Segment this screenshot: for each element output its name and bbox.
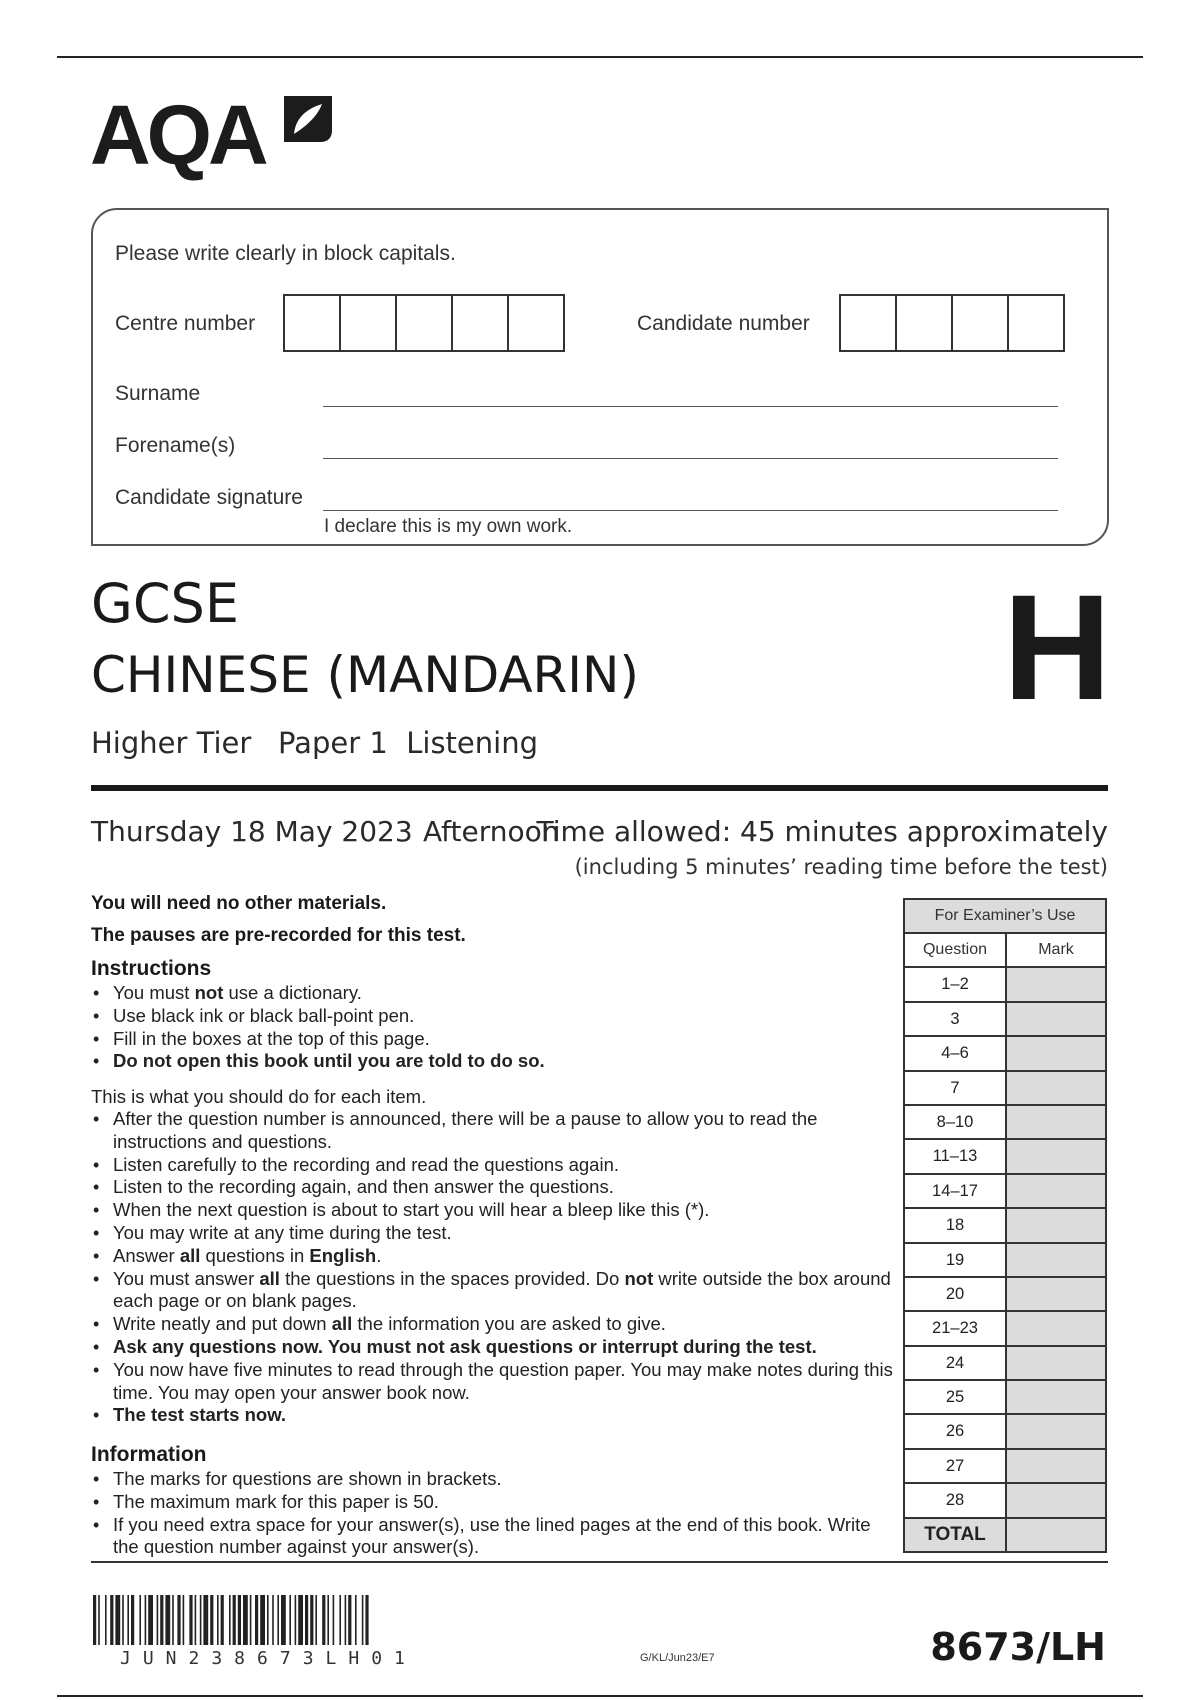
candidate-digit-box[interactable] — [841, 296, 897, 350]
pauses-line: The pauses are pre-recorded for this test. — [91, 925, 466, 946]
instruction-item: • The test starts now. — [91, 1404, 901, 1427]
centre-digit-box[interactable] — [453, 296, 509, 350]
bottom-rule — [57, 1695, 1143, 1697]
centre-digit-box[interactable] — [509, 296, 563, 350]
table-row — [903, 1381, 1107, 1415]
tier-label: Higher Tier — [91, 726, 252, 760]
mark-cell[interactable] — [1007, 1415, 1105, 1447]
logo-text: AQA — [90, 88, 265, 182]
candidate-digit-box[interactable] — [953, 296, 1009, 350]
barcode-bar — [195, 1595, 197, 1645]
examiner-table-heading: For Examiner’s Use — [903, 898, 1107, 934]
question-cell: 3 — [905, 1003, 1007, 1035]
barcode-bar — [165, 1595, 170, 1645]
barcode-bar — [177, 1595, 180, 1645]
candidate-details-box — [91, 208, 1109, 546]
instruction-item: • Do not open this book until you are told to do so. — [91, 1050, 901, 1073]
question-cell: 26 — [905, 1415, 1007, 1447]
instruction-item: • After the question number is announced, there will be a pause to allow you to read the instructions and questions. — [91, 1108, 901, 1154]
paper-code: 8673/LH — [930, 1625, 1106, 1669]
barcode-bar — [345, 1595, 347, 1645]
barcode-bar — [183, 1595, 185, 1645]
instructions-list-1 — [91, 982, 901, 1073]
barcode-bar — [127, 1595, 129, 1645]
barcode-bar — [189, 1595, 192, 1645]
barcode-bar — [93, 1595, 96, 1645]
table-row — [903, 1140, 1107, 1174]
barcode-bar — [233, 1595, 236, 1645]
footer-separator — [91, 1561, 1108, 1563]
barcode-bar — [315, 1595, 317, 1645]
signature-line[interactable] — [323, 510, 1058, 511]
table-row — [903, 1347, 1107, 1381]
barcode-bar — [131, 1595, 134, 1645]
barcode-bar — [365, 1595, 368, 1645]
barcode-bar — [221, 1595, 224, 1645]
question-cell: 18 — [905, 1209, 1007, 1241]
instruction-item: • Fill in the boxes at the top of this page. — [91, 1028, 901, 1051]
candidate-number-label: Candidate number — [637, 312, 810, 335]
item-instructions-intro: This is what you should do for each item. — [91, 1086, 427, 1107]
instruction-item: • Answer all questions in English. — [91, 1245, 901, 1268]
barcode-bar — [339, 1595, 341, 1645]
barcode-bar — [298, 1595, 303, 1645]
question-cell: 21–23 — [905, 1312, 1007, 1344]
barcode-bar — [267, 1595, 269, 1645]
forename-label: Forename(s) — [115, 434, 236, 457]
mark-cell[interactable] — [1007, 1347, 1105, 1379]
barcode-bar — [203, 1595, 208, 1645]
mark-cell[interactable] — [1007, 1278, 1105, 1310]
barcode-bar — [157, 1595, 159, 1645]
paper-label: Paper 1 Listening — [278, 726, 538, 760]
candidate-digit-box[interactable] — [1009, 296, 1063, 350]
aqa-logo — [90, 88, 350, 183]
instruction-item: • Listen carefully to the recording and read the questions again. — [91, 1154, 901, 1177]
table-row — [903, 1003, 1107, 1037]
logo-leaf-icon — [280, 90, 336, 146]
document-reference: G/KL/Jun23/E7 — [640, 1652, 715, 1664]
table-row — [903, 1072, 1107, 1106]
barcode-bar — [98, 1595, 100, 1645]
table-row — [903, 1037, 1107, 1071]
mark-cell[interactable] — [1007, 1381, 1105, 1413]
barcode-bar — [348, 1595, 351, 1645]
instruction-item: • You may write at any time during the test. — [91, 1222, 901, 1245]
barcode-bar — [139, 1595, 141, 1645]
instructions-heading: Instructions — [91, 957, 212, 980]
barcode-bar — [148, 1595, 153, 1645]
question-cell: 1–2 — [905, 968, 1007, 1000]
centre-digit-box[interactable] — [341, 296, 397, 350]
top-rule — [57, 56, 1143, 58]
question-cell: 4–6 — [905, 1037, 1007, 1069]
barcode-bar — [355, 1595, 357, 1645]
instruction-item: • Ask any questions now. You must not ask questions or interrupt during the test. — [91, 1336, 901, 1359]
question-cell: 27 — [905, 1450, 1007, 1482]
barcode-bar — [322, 1595, 325, 1645]
question-cell: 7 — [905, 1072, 1007, 1104]
table-row — [903, 1244, 1107, 1278]
time-allowed: Time allowed: 45 minutes approximately — [536, 815, 1108, 848]
mark-cell[interactable] — [1007, 1037, 1105, 1069]
barcode-bar — [122, 1595, 124, 1645]
barcode-bar — [229, 1595, 231, 1645]
table-row — [903, 1278, 1107, 1312]
table-row — [903, 1415, 1107, 1449]
barcode-bar — [362, 1595, 364, 1645]
table-row — [903, 1209, 1107, 1243]
barcode-bar — [327, 1595, 329, 1645]
barcode-bar — [277, 1595, 279, 1645]
mark-cell[interactable] — [1007, 1106, 1105, 1138]
candidate-number-boxes[interactable] — [839, 294, 1065, 352]
mark-cell[interactable] — [1007, 1484, 1105, 1516]
surname-label: Surname — [115, 382, 201, 405]
barcode-bar — [272, 1595, 274, 1645]
barcode-bar — [281, 1595, 286, 1645]
barcode-bar — [305, 1595, 308, 1645]
question-cell: 24 — [905, 1347, 1007, 1379]
question-column-header: Question — [905, 934, 1007, 966]
tier-letter: H — [1003, 563, 1112, 731]
mark-cell[interactable] — [1007, 1003, 1105, 1035]
instruction-item: • You must not use a dictionary. — [91, 982, 901, 1005]
table-row — [903, 1106, 1107, 1140]
qualification-title: GCSE — [91, 572, 239, 635]
subject-title: CHINESE (MANDARIN) — [91, 646, 639, 704]
exam-date: Thursday 18 May 2023 — [91, 815, 413, 848]
examiner-table-header-row — [903, 934, 1107, 968]
materials-line: You will need no other materials. — [91, 893, 387, 914]
table-row — [903, 1312, 1107, 1346]
question-cell: 25 — [905, 1381, 1007, 1413]
declaration-text: I declare this is my own work. — [324, 516, 573, 537]
instruction-item: • You now have five minutes to read through the question paper. You may make notes during this time. You may open your answer book now. — [91, 1359, 901, 1405]
information-list — [91, 1468, 901, 1559]
question-cell: 8–10 — [905, 1106, 1007, 1138]
mark-cell[interactable] — [1007, 968, 1105, 1000]
mark-column-header: Mark — [1007, 934, 1105, 966]
centre-digit-box[interactable] — [397, 296, 453, 350]
candidate-digit-box[interactable] — [897, 296, 953, 350]
information-item: • The marks for questions are shown in brackets. — [91, 1468, 901, 1491]
barcode-bar — [295, 1595, 297, 1645]
mark-cell[interactable] — [1007, 1140, 1105, 1172]
question-cell: 11–13 — [905, 1140, 1007, 1172]
barcode-bar — [115, 1595, 120, 1645]
barcode-bar — [238, 1595, 241, 1645]
instruction-item: • Use black ink or black ball-point pen. — [91, 1005, 901, 1028]
barcode-bar — [255, 1595, 258, 1645]
barcode-bar — [310, 1595, 313, 1645]
barcode-bar — [260, 1595, 265, 1645]
centre-number-label: Centre number — [115, 312, 256, 335]
total-label: TOTAL — [905, 1519, 1007, 1551]
mark-cell[interactable] — [1007, 1175, 1105, 1207]
table-row — [903, 968, 1107, 1002]
table-row — [903, 1450, 1107, 1484]
mark-cell[interactable] — [1007, 1209, 1105, 1241]
question-cell: 20 — [905, 1278, 1007, 1310]
block-capitals-instruction: Please write clearly in block capitals. — [115, 242, 456, 265]
barcode — [93, 1595, 503, 1645]
barcode-bar — [210, 1595, 213, 1645]
instruction-item: • When the next question is about to start you will hear a bleep like this (*). — [91, 1199, 901, 1222]
barcode-bar — [217, 1595, 219, 1645]
title-rule — [91, 785, 1108, 791]
mark-cell[interactable] — [1007, 1244, 1105, 1276]
surname-line[interactable] — [323, 406, 1058, 407]
mark-cell[interactable] — [1007, 1072, 1105, 1104]
barcode-bar — [105, 1595, 107, 1645]
barcode-bar — [145, 1595, 147, 1645]
exam-session: Afternoon — [423, 815, 560, 848]
question-cell: 28 — [905, 1484, 1007, 1516]
total-row — [903, 1519, 1107, 1553]
barcode-bar — [160, 1595, 163, 1645]
instruction-item: • Listen to the recording again, and then answer the questions. — [91, 1176, 901, 1199]
barcode-bar — [172, 1595, 174, 1645]
mark-cell[interactable] — [1007, 1312, 1105, 1344]
information-item: • The maximum mark for this paper is 50. — [91, 1491, 901, 1514]
information-item: • If you need extra space for your answer(s), use the lined pages at the end of this book. Write the question number against your answer(s). — [91, 1514, 901, 1560]
centre-number-boxes[interactable] — [283, 294, 565, 352]
barcode-bar — [289, 1595, 291, 1645]
barcode-number: JUN238673LH01 — [120, 1648, 417, 1669]
total-mark-cell[interactable] — [1007, 1519, 1105, 1551]
instructions-list-2 — [91, 1108, 901, 1427]
question-cell: 14–17 — [905, 1175, 1007, 1207]
barcode-bar — [243, 1595, 248, 1645]
forename-line[interactable] — [323, 458, 1058, 459]
reading-time-note: (including 5 minutes’ reading time before the test) — [574, 855, 1108, 879]
examiner-use-table — [903, 898, 1107, 1553]
barcode-bar — [110, 1595, 113, 1645]
table-row — [903, 1175, 1107, 1209]
instruction-item: • Write neatly and put down all the information you are asked to give. — [91, 1313, 901, 1336]
question-cell: 19 — [905, 1244, 1007, 1276]
signature-label: Candidate signature — [115, 486, 303, 509]
information-heading: Information — [91, 1443, 207, 1466]
centre-digit-box[interactable] — [285, 296, 341, 350]
barcode-bar — [200, 1595, 202, 1645]
barcode-bar — [250, 1595, 252, 1645]
table-row — [903, 1484, 1107, 1518]
barcode-bar — [333, 1595, 335, 1645]
mark-cell[interactable] — [1007, 1450, 1105, 1482]
instruction-item: • You must answer all the questions in the spaces provided. Do not write outside the box around each page or on blank pages. — [91, 1268, 901, 1314]
